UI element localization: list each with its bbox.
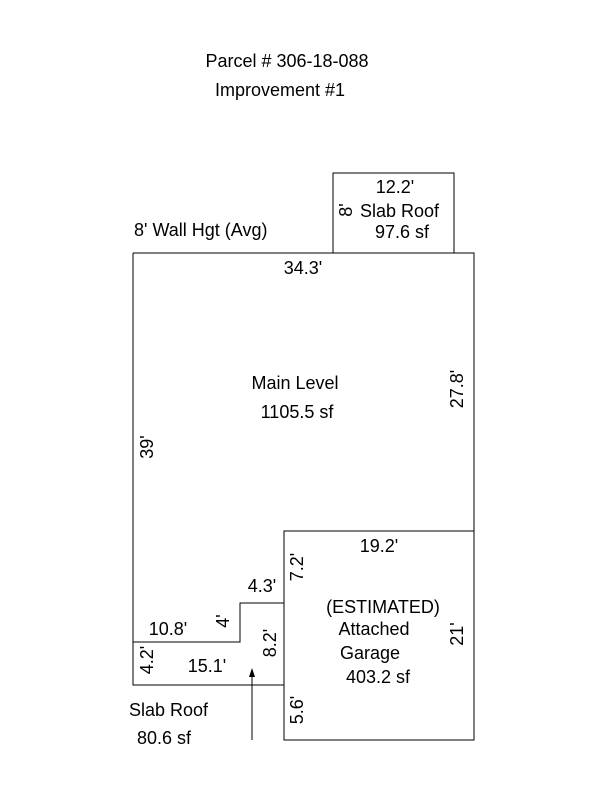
improvement-label: Improvement #1 — [214, 80, 346, 100]
garage-top-dimension: 19.2' — [359, 536, 399, 556]
main-top-dimension: 34.3' — [283, 258, 323, 278]
garage-right-dimension: 21' — [447, 622, 467, 646]
bottom-slab-label: Slab Roof — [129, 700, 209, 720]
garage-label-line2: Garage — [339, 643, 401, 663]
garage-left-mid-dimension: 8.2' — [260, 628, 280, 658]
garage-label-line1: Attached — [338, 619, 410, 639]
main-right-dimension: 27.8' — [447, 369, 467, 409]
wall-height-label: 8' Wall Hgt (Avg) — [134, 220, 268, 240]
bottom-slab-depth-dimension: 4.2' — [137, 645, 157, 675]
notch-step-dimension: 10.8' — [148, 619, 188, 639]
main-level-area: 1105.5 sf — [260, 402, 334, 422]
main-level-outline — [133, 253, 474, 642]
top-slab-label: Slab Roof — [360, 201, 440, 221]
top-slab-width: 12.2' — [375, 177, 415, 197]
notch-height-dimension: 4' — [213, 614, 233, 628]
main-level-label: Main Level — [251, 373, 339, 393]
notch-width-dimension: 4.3' — [247, 576, 277, 596]
top-slab-depth-label: 8' — [336, 203, 356, 217]
arrow-head-icon — [249, 668, 255, 677]
parcel-number: Parcel # 306-18-088 — [205, 51, 369, 71]
garage-area: 403.2 sf — [345, 667, 411, 687]
garage-left-lower-dimension: 5.6' — [287, 695, 307, 725]
top-slab-area: 97.6 sf — [375, 222, 430, 242]
bottom-slab-width: 15.1' — [187, 656, 227, 676]
bottom-slab-area: 80.6 sf — [137, 728, 192, 748]
garage-left-upper-dimension: 7.2' — [287, 552, 307, 582]
main-left-dimension: 39' — [137, 435, 157, 459]
garage-estimated-label: (ESTIMATED) — [326, 597, 440, 617]
